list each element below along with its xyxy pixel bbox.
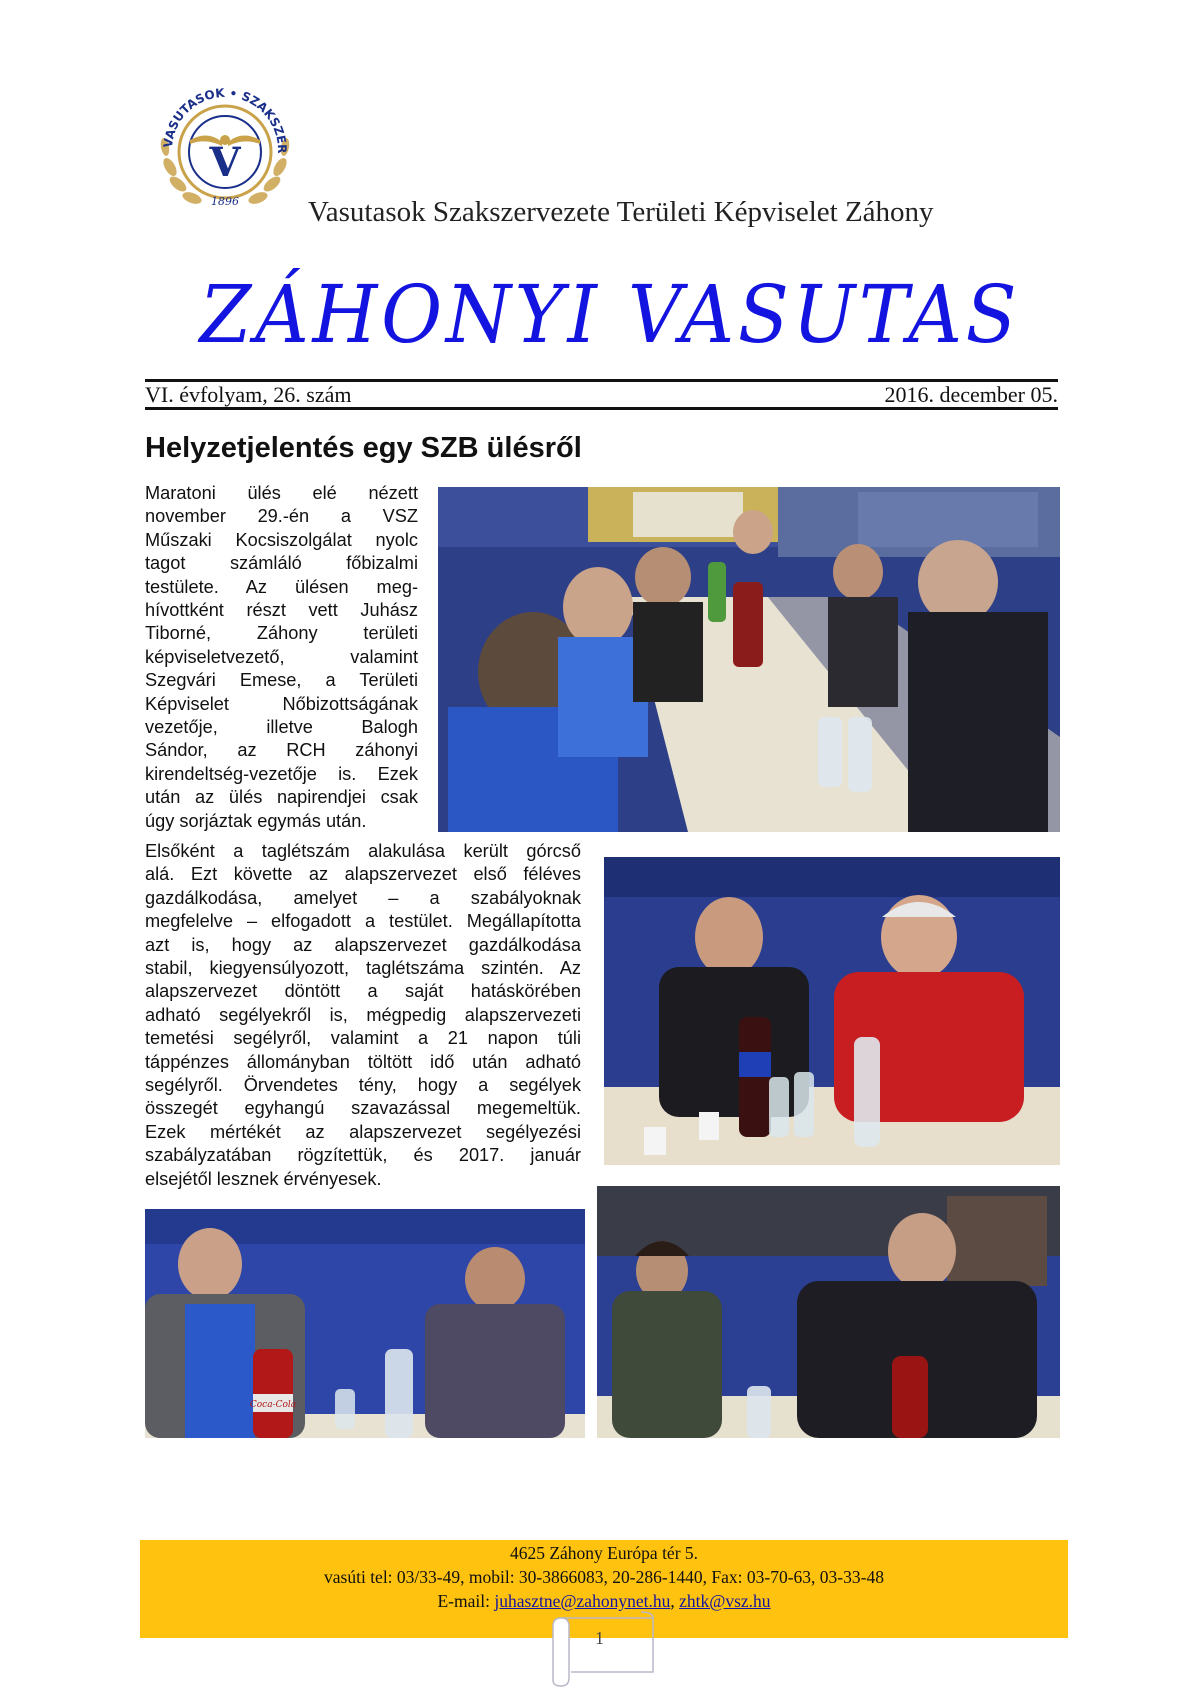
photo-meeting-table (438, 487, 1060, 832)
text-line: vezetője, illetve Balogh (145, 717, 418, 738)
text-line: Tiborné, Záhony területi (145, 623, 418, 644)
text-line: gazdálkodása, amelyet – a szabályoknak (145, 887, 581, 908)
bottle-label: Coca-Cola (249, 1400, 297, 1410)
union-logo-icon (150, 72, 300, 222)
footer-email-line (140, 1591, 1068, 1612)
text-line: Elsőként a taglétszám alakulása került górcső (145, 841, 581, 861)
photo-two-men-blue-wall-image (145, 1209, 585, 1438)
masthead-rule-bottom (145, 407, 1058, 410)
email-separator: , (670, 1591, 680, 1611)
photo-two-men-seated (604, 857, 1060, 1165)
text-line: alapszervezet döntött a saját hatáskörében (145, 981, 581, 1002)
text-line: képviseletvezető, valamint (145, 646, 418, 667)
footer-phones: vasúti tel: 03/33-49, mobil: 30-3866083, 20-286-1440, Fax: 03-70-63, 03-33-48 (324, 1567, 884, 1587)
text-line: alá. Ezt követte az alapszervezet első féléves (145, 864, 581, 885)
text-line: megfelelve – elfogadott a testület. Megállapította (145, 911, 581, 932)
text-line: testülete. Az ülésen meg- (145, 576, 418, 597)
text-line: adható segélyekről is, mégpedig alapszervezeti (145, 1004, 581, 1025)
text-line: után az ülés napirendjei csak (145, 787, 418, 808)
issue-number: VI. évfolyam, 26. szám (145, 382, 352, 407)
footer-address: 4625 Záhony Európa tér 5. (509, 1543, 699, 1563)
text-line: Műszaki Kocsiszolgálat nyolc (145, 529, 418, 550)
text-line: Szegvári Emese, a Területi (145, 670, 418, 691)
text-line: temetési segélyről, valamint a 21 napon túli (145, 1028, 581, 1049)
text-line: november 29.-én a VSZ (145, 506, 418, 527)
text-line: Maratoni ülés elé nézett (145, 483, 418, 503)
photo-woman-and-man-image (597, 1186, 1060, 1438)
text-line: segélyről. Örvendetes tény, hogy a segélyek (145, 1075, 581, 1096)
photo-meeting-table-image (438, 487, 1060, 832)
text-line: kirendeltség-vezetője is. Ezek (145, 763, 418, 784)
text-line: Ezek mértékét az alapszervezet segélyezési (145, 1121, 581, 1142)
text-line: tagot számláló főbizalmi (145, 553, 418, 574)
text-line: elsejétől lesznek érvényesek. (145, 1168, 382, 1189)
text-line: stabil, kiegyensúlyozott, taglétszáma szintén. Az (145, 958, 581, 979)
newsletter-masthead: ZÁHONYI VASUTAS (199, 268, 1021, 361)
email-link-juhasztne[interactable]: juhasztne@zahonynet.hu (494, 1591, 671, 1611)
page-number: 1 (595, 1628, 604, 1648)
text-line: úgy sorjáztak egymás után. (145, 810, 367, 831)
logo-letter: V (209, 139, 241, 186)
text-line: szabályzatában rögzítettük, és 2017. január (145, 1145, 581, 1166)
text-line: Sándor, az RCH záhonyi (145, 740, 418, 761)
email-link-zhtk[interactable]: zhtk@vsz.hu (679, 1591, 771, 1611)
organization-name: Vasutasok Szakszervezete Területi Képviselet Záhony (308, 196, 934, 228)
union-logo (150, 72, 300, 222)
issue-date: 2016. december 05. (884, 382, 1058, 407)
logo-year: 1896 (211, 195, 239, 208)
article-paragraph-2 (145, 840, 581, 1191)
page-number-scroll-icon (551, 1610, 663, 1688)
footer-email-label: E-mail: (437, 1591, 490, 1611)
photo-two-men-seated-image (604, 857, 1060, 1165)
logo-ring-text: VASUTASOK • SZAKSZER (160, 85, 290, 154)
text-line: hívottként részt vett Juhász (145, 600, 418, 621)
text-line: táppénzes állományban töltött idő után adható (145, 1051, 581, 1072)
photo-two-men-blue-wall (145, 1209, 585, 1438)
text-line: összegét egyhangú szavazással megemeltük. (145, 1098, 581, 1119)
article-headline: Helyzetjelentés egy SZB ülésről (145, 432, 582, 464)
photo-woman-and-man (597, 1186, 1060, 1438)
text-line: azt is, hogy az alapszervezet gazdálkodása (145, 934, 581, 955)
text-line: Képviselet Nőbizottságának (145, 693, 418, 714)
article-paragraph-1 (145, 482, 418, 833)
